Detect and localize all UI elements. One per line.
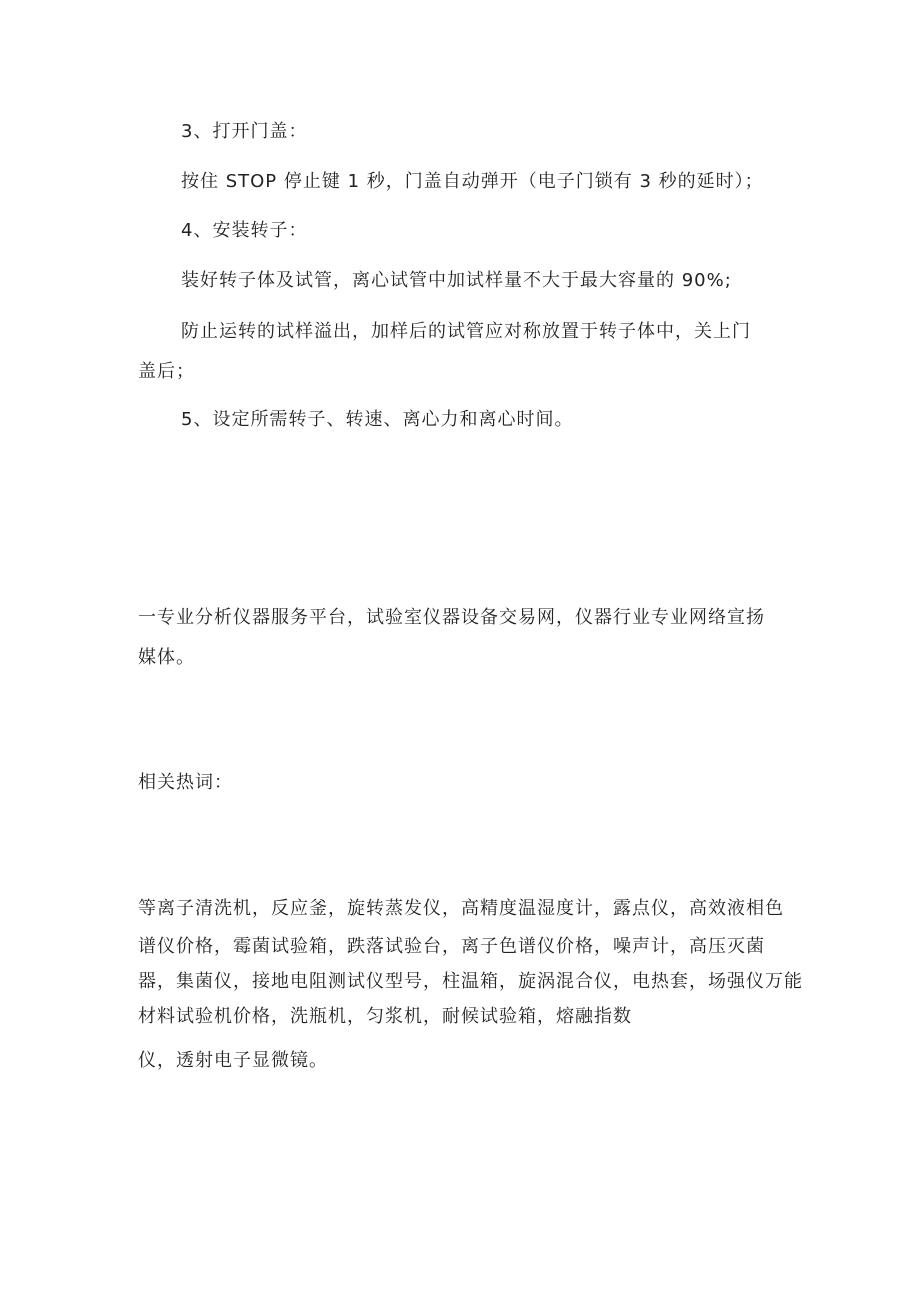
step3-body: 按住 STOP 停止键 1 秒，门盖自动弹开（电子门锁有 3 秒的延时）； [181,171,764,192]
step4-heading: 4、安装转子： [181,220,308,241]
step4-body: 装好转子体及试管，离心试管中加试样量不大于最大容量的 90%; [181,270,732,291]
platform-line1: 一专业分析仪器服务平台，试验室仪器设备交易网，仪器行业专业网络宣扬 [138,607,765,628]
step3-heading: 3、打开门盖： [181,121,308,142]
keywords-line: 谱仪价格，霉菌试验箱，跌落试验台，离子色谱仪价格，噪声计，高压灭菌 [138,936,765,957]
step5-heading: 5、设定所需转子、转速、离心力和离心时间。 [181,409,574,430]
keywords-line: 器，集菌仪，接地电阻测试仪型号，柱温箱，旋涡混合仪，电热套，场强仪万能 [138,971,803,992]
step4-note-line1: 防止运转的试样溢出，加样后的试管应对称放置于转子体中，关上门 [181,321,751,342]
keywords-line: 等离子清洗机，反应釜，旋转蒸发仪，高精度温湿度计，露点仪，高效液相色 [138,898,784,919]
keywords-line: 材料试验机价格，洗瓶机，匀浆机，耐候试验箱，熔融指数 [138,1006,632,1027]
keywords-line: 仪，透射电子显微镜。 [138,1050,328,1071]
platform-line2: 媒体。 [138,647,195,668]
step4-note-line2: 盖后； [138,361,195,382]
keywords-label: 相关热词： [138,772,233,793]
